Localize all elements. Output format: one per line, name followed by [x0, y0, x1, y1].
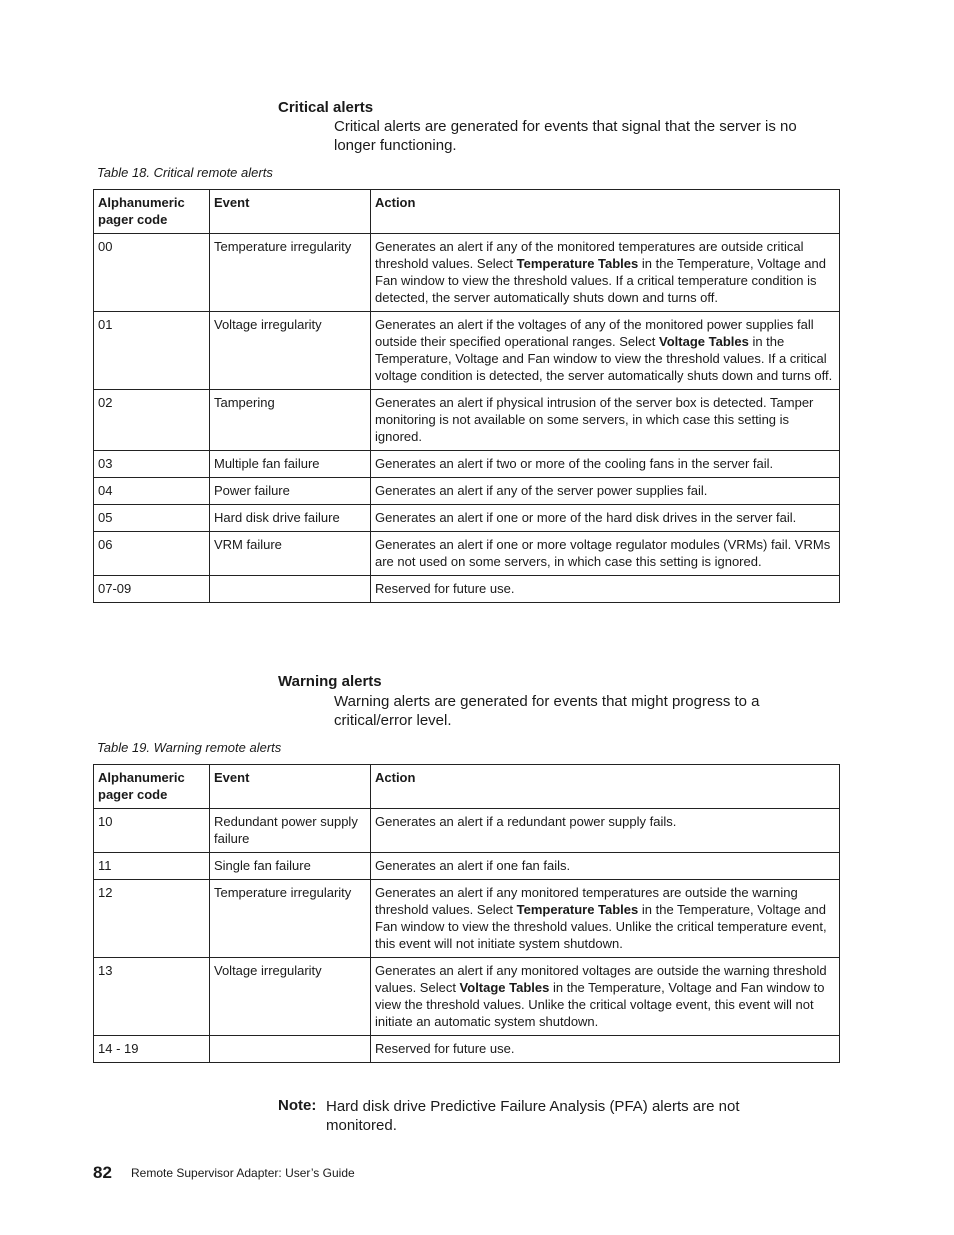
action-text: Generates an alert if two or more of the cooling fans in the server fail. — [375, 456, 774, 471]
cell-event: Tampering — [210, 390, 371, 451]
cell-event: Temperature irregularity — [210, 880, 371, 958]
action-text: Generates an alert if one or more voltage regulator modules (VRMs) fail. VRMs are not used on some servers, in which case this setting is ignored. — [375, 537, 831, 569]
action-text: Reserved for future use. — [375, 581, 515, 596]
action-emphasis: Voltage Tables — [659, 334, 749, 349]
table-header-row — [94, 765, 840, 809]
action-text-continued: in the Temperature, Voltage and Fan window to view the threshold values. Unlike the critical temperature event, this event will not initiate system shutdown. — [375, 902, 827, 951]
action-text-continued: in the Temperature, Voltage and Fan window to view the threshold values. If a critical temperature condition is detected, the server automatically shuts down and turns off. — [375, 256, 826, 305]
action-text: Generates an alert if any monitored voltages are outside the warning threshold values. Select — [375, 963, 827, 995]
cell-event — [210, 1036, 371, 1063]
cell-event: Multiple fan failure — [210, 451, 371, 478]
table-row — [94, 234, 840, 312]
critical-alerts-heading: Critical alerts — [278, 99, 374, 116]
cell-action — [371, 478, 840, 505]
header-event: Event — [210, 765, 371, 809]
page-number: 82 — [93, 1163, 112, 1182]
cell-action — [371, 809, 840, 853]
cell-event — [210, 576, 371, 603]
cell-pager-code: 13 — [94, 958, 210, 1036]
action-text: Reserved for future use. — [375, 1041, 515, 1056]
cell-pager-code: 02 — [94, 390, 210, 451]
critical-alerts-description: Critical alerts are generated for events that signal that the server is no longer functioning. — [334, 118, 797, 154]
critical-alerts-table — [93, 189, 840, 603]
cell-event: Power failure — [210, 478, 371, 505]
action-text: Generates an alert if one or more of the hard disk drives in the server fail. — [375, 510, 797, 525]
cell-action — [371, 958, 840, 1036]
cell-action — [371, 234, 840, 312]
header-pager-code: Alphanumeric pager code — [94, 190, 210, 234]
header-action: Action — [371, 190, 840, 234]
table-row — [94, 809, 840, 853]
cell-action — [371, 880, 840, 958]
cell-pager-code: 12 — [94, 880, 210, 958]
table-row — [94, 478, 840, 505]
cell-action — [371, 576, 840, 603]
cell-event: VRM failure — [210, 532, 371, 576]
cell-action — [371, 1036, 840, 1063]
cell-action — [371, 451, 840, 478]
header-event: Event — [210, 190, 371, 234]
table-row — [94, 1036, 840, 1063]
table-row — [94, 958, 840, 1036]
warning-alerts-table — [93, 764, 840, 1063]
cell-pager-code: 07-09 — [94, 576, 210, 603]
cell-action — [371, 312, 840, 390]
cell-event: Voltage irregularity — [210, 958, 371, 1036]
critical-table-caption: Table 18. Critical remote alerts — [97, 165, 273, 180]
cell-event: Hard disk drive failure — [210, 505, 371, 532]
cell-pager-code: 10 — [94, 809, 210, 853]
action-text-continued: in the Temperature, Voltage and Fan window to view the threshold values. If a critical voltage condition is detected, the server automatically shuts down and turns off. — [375, 334, 833, 383]
action-emphasis: Voltage Tables — [459, 980, 550, 995]
cell-pager-code: 03 — [94, 451, 210, 478]
table-row — [94, 880, 840, 958]
cell-event: Single fan failure — [210, 853, 371, 880]
table-row — [94, 505, 840, 532]
action-text: Generates an alert if any monitored temperatures are outside the warning threshold values. Select — [375, 885, 798, 917]
cell-action — [371, 505, 840, 532]
cell-pager-code: 04 — [94, 478, 210, 505]
note-text: Hard disk drive Predictive Failure Analysis (PFA) alerts are not monitored. — [326, 1098, 740, 1134]
header-action: Action — [371, 765, 840, 809]
warning-table-caption: Table 19. Warning remote alerts — [97, 740, 282, 755]
cell-pager-code: 05 — [94, 505, 210, 532]
action-text: Generates an alert if any of the server power supplies fail. — [375, 483, 708, 498]
table-row — [94, 312, 840, 390]
table-row — [94, 451, 840, 478]
table-row — [94, 532, 840, 576]
cell-event: Temperature irregularity — [210, 234, 371, 312]
cell-action — [371, 853, 840, 880]
action-text: Generates an alert if physical intrusion of the server box is detected. Tamper monitoring is not available on some servers, in which case this setting is ignored. — [375, 395, 814, 444]
table-row — [94, 390, 840, 451]
header-pager-code: Alphanumeric pager code — [94, 765, 210, 809]
action-text: Generates an alert if a redundant power supply fails. — [375, 814, 677, 829]
table-row — [94, 853, 840, 880]
warning-alerts-heading: Warning alerts — [278, 673, 382, 690]
cell-pager-code: 06 — [94, 532, 210, 576]
action-emphasis: Temperature Tables — [516, 256, 639, 271]
action-text: Generates an alert if any of the monitored temperatures are outside critical threshold values. Select — [375, 239, 804, 271]
note-label: Note: — [278, 1097, 317, 1114]
cell-pager-code: 14 - 19 — [94, 1036, 210, 1063]
action-text: Generates an alert if the voltages of any of the monitored power supplies fall outside their specified operational ranges. Select — [375, 317, 814, 349]
action-text: Generates an alert if one fan fails. — [375, 858, 571, 873]
cell-event: Voltage irregularity — [210, 312, 371, 390]
cell-action — [371, 532, 840, 576]
cell-action — [371, 390, 840, 451]
table-row — [94, 576, 840, 603]
cell-pager-code: 01 — [94, 312, 210, 390]
cell-pager-code: 11 — [94, 853, 210, 880]
action-emphasis: Temperature Tables — [516, 902, 639, 917]
cell-event: Redundant power supply failure — [210, 809, 371, 853]
table-header-row — [94, 190, 840, 234]
cell-pager-code: 00 — [94, 234, 210, 312]
warning-alerts-description: Warning alerts are generated for events that might progress to a critical/error level. — [334, 693, 760, 729]
footer-title: Remote Supervisor Adapter: User’s Guide — [131, 1166, 355, 1180]
action-text-continued: in the Temperature, Voltage and Fan window to view the threshold values. Unlike the critical voltage event, this event will not initiate an automatic system shutdown. — [375, 980, 825, 1029]
